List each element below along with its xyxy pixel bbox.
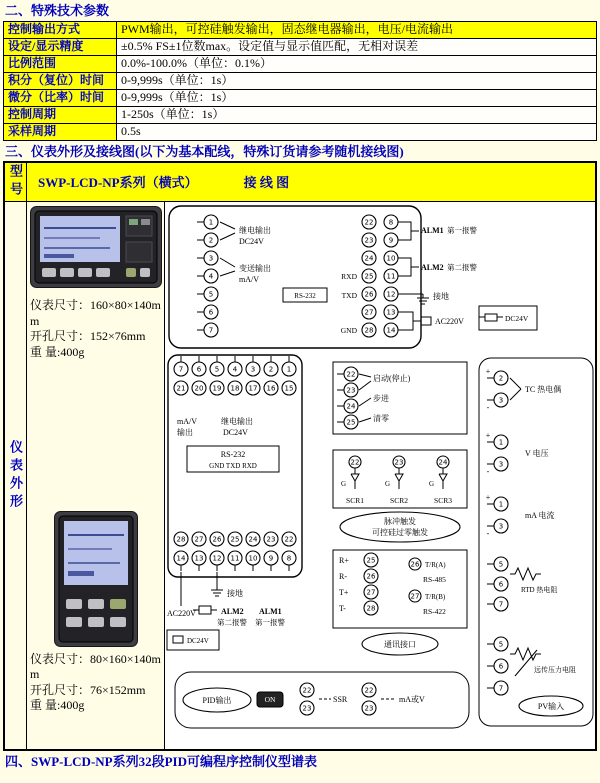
- special-parameters-table: [3, 21, 597, 141]
- terminal-number: 13: [194, 554, 204, 563]
- terminal-number: 3: [498, 522, 504, 531]
- on-label: ON: [264, 695, 276, 705]
- terminal-number: 7: [498, 684, 504, 693]
- tc-input-terminals: [487, 371, 508, 407]
- tc-input-label: TC 热电偶: [525, 385, 562, 395]
- rs232-label: RS-232: [294, 292, 316, 301]
- section-2-heading: 二、特殊技术参数: [5, 3, 110, 18]
- terminal-number: 25: [364, 272, 374, 281]
- remote-pressure-label: 远传压力电阻: [534, 666, 576, 675]
- terminal-number: 7: [498, 600, 504, 609]
- terminal-number: 21: [176, 384, 186, 393]
- scr2-label: SCR2: [390, 496, 408, 506]
- dc-power-label: DC24V: [187, 637, 209, 646]
- reset-label: 清零: [373, 414, 389, 424]
- terminal-number: 1: [498, 500, 504, 509]
- terminal-number: 22: [350, 458, 360, 467]
- wiring-diagram-cell: [165, 202, 597, 751]
- instrument-photos-cell: [27, 202, 165, 751]
- r-plus-label: R+: [339, 556, 349, 566]
- terminal-number: 5: [208, 290, 214, 299]
- terminal-number: 8: [388, 218, 394, 227]
- terminal-number: 23: [364, 704, 374, 713]
- terminal-number: 1: [286, 365, 292, 374]
- ac-power-label: AC220V: [435, 317, 464, 327]
- comm-port-label: 通讯接口: [384, 640, 416, 650]
- gate-label: G: [385, 480, 391, 489]
- horizontal-panel-side-labels: [405, 222, 537, 330]
- relay-output-label: 继电输出: [221, 417, 253, 427]
- row-header-appearance: 仪表外形: [8, 439, 23, 512]
- horizontal-instrument-dimensions: [30, 298, 162, 360]
- alm2-label: ALM2: [421, 263, 444, 273]
- terminal-number: 6: [498, 580, 504, 589]
- start-stop-label: 启动(停止): [373, 374, 411, 384]
- terminal-number: 2: [208, 236, 214, 245]
- terminal-number: 8: [286, 554, 292, 563]
- appearance-header-cell: [4, 202, 27, 751]
- current-input-label: mA 电流: [525, 511, 555, 521]
- voltage-input-label: V 电压: [525, 449, 549, 459]
- terminal-number: 28: [176, 535, 186, 544]
- vertical-instrument-dimensions: [30, 652, 162, 714]
- terminal-number: 26: [410, 560, 420, 569]
- series-header-cell: [27, 162, 597, 202]
- terminal-number: 26: [364, 290, 374, 299]
- terminal-number: 3: [250, 365, 256, 374]
- alm1-text: 第一报警: [447, 226, 477, 236]
- terminal-number: 26: [366, 572, 376, 581]
- voltage-input-terminals: [487, 435, 508, 471]
- terminal-number: 3: [208, 254, 214, 263]
- plus-sign: +: [485, 493, 491, 503]
- dimension-line: 仪表尺寸：80×160×140mm: [30, 651, 161, 682]
- zero-cross-trigger-label: 可控硅过零触发: [372, 528, 428, 538]
- terminal-number: 15: [284, 384, 294, 393]
- ssr-label: SSR: [333, 695, 348, 705]
- param-label: 控制输出方式: [4, 21, 117, 38]
- terminal-number: 20: [194, 384, 204, 393]
- terminal-number: 28: [364, 326, 374, 335]
- pid-output-label: PID输出: [202, 696, 232, 706]
- terminal-number: 23: [346, 386, 356, 395]
- terminal-number: 12: [212, 554, 222, 563]
- alm2-text: 第二报警: [217, 618, 247, 628]
- terminal-number: 6: [498, 662, 504, 671]
- terminal-number: 4: [232, 365, 238, 374]
- terminal-number: 6: [196, 365, 202, 374]
- wiring-diagram-title: 接 线 图: [243, 175, 290, 191]
- terminal-number: 22: [302, 686, 312, 695]
- param-value: ±0.5% FS±1位数max。设定值与显示值匹配，无相对误差: [117, 38, 597, 55]
- outline-and-wiring-table: [3, 161, 597, 751]
- param-value: 0-9,999s（单位：1s）: [117, 72, 597, 89]
- terminal-number: 18: [230, 384, 240, 393]
- terminal-number: 22: [364, 686, 374, 695]
- alm1-label: ALM1: [421, 226, 444, 236]
- model-header-cell: [4, 162, 27, 202]
- param-label: 采样周期: [4, 123, 117, 140]
- rear-panel-vertical: [168, 355, 302, 577]
- param-value: 0.5s: [117, 123, 597, 140]
- tra-label: T/R(A): [425, 561, 446, 570]
- param-label: 积分（复位）时间: [4, 72, 117, 89]
- alm1-text: 第一报警: [255, 618, 285, 628]
- dimension-line: 重 量:400g: [30, 698, 85, 713]
- txd-label: TXD: [341, 291, 357, 301]
- terminal-number: 27: [410, 592, 420, 601]
- terminal-number: 24: [346, 402, 356, 411]
- terminal-number: 13: [386, 308, 396, 317]
- minus-sign: -: [486, 529, 490, 539]
- param-value: 1-250s（单位：1s）: [117, 106, 597, 123]
- transmit-output-label: 变送输出: [239, 264, 271, 274]
- minus-sign: -: [486, 403, 490, 413]
- terminal-number: 16: [266, 384, 276, 393]
- rear-panel-horizontal: [169, 206, 421, 348]
- rxd-label: RXD: [341, 272, 357, 282]
- comm-terminals: [364, 553, 378, 615]
- t-plus-label: T+: [339, 588, 349, 598]
- terminal-number: 3: [498, 396, 504, 405]
- rtd-input-label: RTD 热电阻: [521, 586, 558, 595]
- earth-label: 接地: [433, 292, 449, 302]
- pid-terminals-2: [362, 683, 376, 715]
- terminal-number: 22: [364, 218, 374, 227]
- terminal-number: 23: [394, 458, 404, 467]
- relay-voltage-label: DC24V: [239, 237, 264, 247]
- terminal-number: 5: [214, 365, 220, 374]
- terminal-number: 23: [302, 704, 312, 713]
- external-control-block: [333, 362, 467, 434]
- terminal-number: 9: [388, 236, 394, 245]
- ac-power-label: AC220V: [167, 609, 196, 619]
- terminal-number: 2: [498, 374, 504, 383]
- param-value: 0-9,999s（单位：1s）: [117, 89, 597, 106]
- param-value: 0.0%-100.0%（单位：0.1%）: [117, 55, 597, 72]
- alm1-label: ALM1: [259, 607, 282, 617]
- pulse-trigger-label: 脉冲触发: [384, 517, 416, 527]
- remote-pressure-terminals: [487, 637, 508, 695]
- input-terminals-block: [479, 358, 593, 726]
- terminal-number: 24: [248, 535, 258, 544]
- dimension-line: 重 量:400g: [30, 344, 85, 359]
- dimension-line: 开孔尺寸：152×76mm: [30, 329, 146, 344]
- scr-terminals: [349, 456, 449, 468]
- terminal-number: 19: [212, 384, 222, 393]
- terminal-number: 27: [366, 588, 376, 597]
- terminal-number: 27: [364, 308, 374, 317]
- terminal-number: 25: [366, 556, 376, 565]
- external-control-terminals: [337, 367, 358, 429]
- param-label: 比例范围: [4, 55, 117, 72]
- terminal-number: 5: [498, 560, 504, 569]
- plus-sign: +: [485, 431, 491, 441]
- terminal-number: 22: [346, 370, 356, 379]
- terminal-number: 10: [386, 254, 396, 263]
- relay-output-label: 继电输出: [239, 226, 271, 236]
- param-label: 控制周期: [4, 106, 117, 123]
- rtd-input-terminals: [487, 557, 508, 611]
- t-minus-label: T-: [339, 604, 346, 614]
- terminal-number: 17: [248, 384, 258, 393]
- terminal-number: 11: [230, 554, 240, 563]
- terminal-number: 9: [268, 554, 274, 563]
- terminal-number: 14: [386, 326, 396, 335]
- rs485-label: RS-485: [423, 575, 446, 585]
- rs422-label: RS-422: [423, 607, 446, 617]
- terminal-number: 7: [178, 365, 184, 374]
- current-input-terminals: [487, 497, 508, 533]
- terminal-number: 23: [364, 236, 374, 245]
- section-4-heading: 四、SWP-LCD-NP系列32段PID可编程序控制仪型谱表: [5, 754, 317, 770]
- terminal-number: 28: [366, 604, 376, 613]
- transmit-signal-label: mA/V: [239, 275, 259, 285]
- rs232-pins-label: GND TXD RXD: [209, 462, 257, 471]
- scr3-label: SCR3: [434, 496, 452, 506]
- terminal-number: 22: [284, 535, 294, 544]
- terminal-number: 5: [498, 640, 504, 649]
- terminal-number: 27: [194, 535, 204, 544]
- series-title: SWP-LCD-NP系列（横式）: [38, 175, 198, 191]
- wiring-diagram: [165, 202, 595, 749]
- output-label: 输出: [177, 428, 193, 438]
- terminal-number: 3: [498, 460, 504, 469]
- terminal-number: 10: [248, 554, 258, 563]
- pid-output-block: [175, 672, 469, 728]
- dimension-line: 开孔尺寸：76×152mm: [30, 682, 146, 697]
- terminal-number: 6: [208, 308, 214, 317]
- pid-terminals-1: [300, 683, 314, 715]
- terminal-number: 4: [208, 272, 214, 281]
- gate-label: G: [429, 480, 435, 489]
- terminal-number: 23: [266, 535, 276, 544]
- scr-trigger-block: [333, 450, 467, 542]
- terminal-number: 1: [498, 438, 504, 447]
- relay-voltage-label: DC24V: [223, 428, 248, 438]
- param-label: 微分（比率）时间: [4, 89, 117, 106]
- terminal-number: 7: [208, 326, 214, 335]
- terminal-number: 25: [230, 535, 240, 544]
- terminal-number: 26: [212, 535, 222, 544]
- terminal-number: 1: [208, 218, 214, 227]
- terminal-number: 24: [364, 254, 374, 263]
- terminal-number: 14: [176, 554, 186, 563]
- r-minus-label: R-: [339, 572, 347, 582]
- gate-label: G: [341, 480, 347, 489]
- section-3-heading: 三、仪表外形及接线图(以下为基本配线，特殊订货请参考随机接线图): [5, 143, 404, 159]
- vertical-panel-bottom-labels: [167, 572, 285, 650]
- scr1-label: SCR1: [346, 496, 364, 506]
- terminal-number: 24: [438, 458, 448, 467]
- terminal-number: 25: [346, 418, 356, 427]
- comm-block: [333, 550, 467, 655]
- gnd-label: GND: [340, 326, 357, 336]
- earth-label: 接地: [227, 589, 243, 599]
- dc-power-label: DC24V: [505, 314, 529, 324]
- pv-input-label: PV输入: [537, 702, 565, 712]
- instrument-photo-horizontal: [30, 206, 162, 288]
- column-header-model: 型号: [8, 164, 23, 201]
- alm2-text: 第二报警: [447, 263, 477, 273]
- terminal-number: 2: [268, 365, 274, 374]
- instrument-photo-vertical: [54, 511, 138, 647]
- alm2-label: ALM2: [221, 607, 244, 617]
- terminal-number: 11: [386, 272, 396, 281]
- param-value: PWM输出，可控硅触发输出，固态继电器输出，电压/电流输出: [117, 21, 597, 38]
- step-label: 步进: [373, 394, 389, 404]
- ma-v-output-label: mA/V: [177, 417, 197, 427]
- terminal-number: 12: [386, 290, 396, 299]
- dimension-line: 仪表尺寸：160×80×140mm: [30, 298, 161, 328]
- rs232-label: RS-232: [220, 450, 246, 460]
- plus-sign: +: [485, 367, 491, 377]
- ma-or-v-label: mA或V: [399, 695, 425, 705]
- param-label: 设定/显示精度: [4, 38, 117, 55]
- minus-sign: -: [486, 467, 490, 477]
- trb-label: T/R(B): [425, 593, 446, 602]
